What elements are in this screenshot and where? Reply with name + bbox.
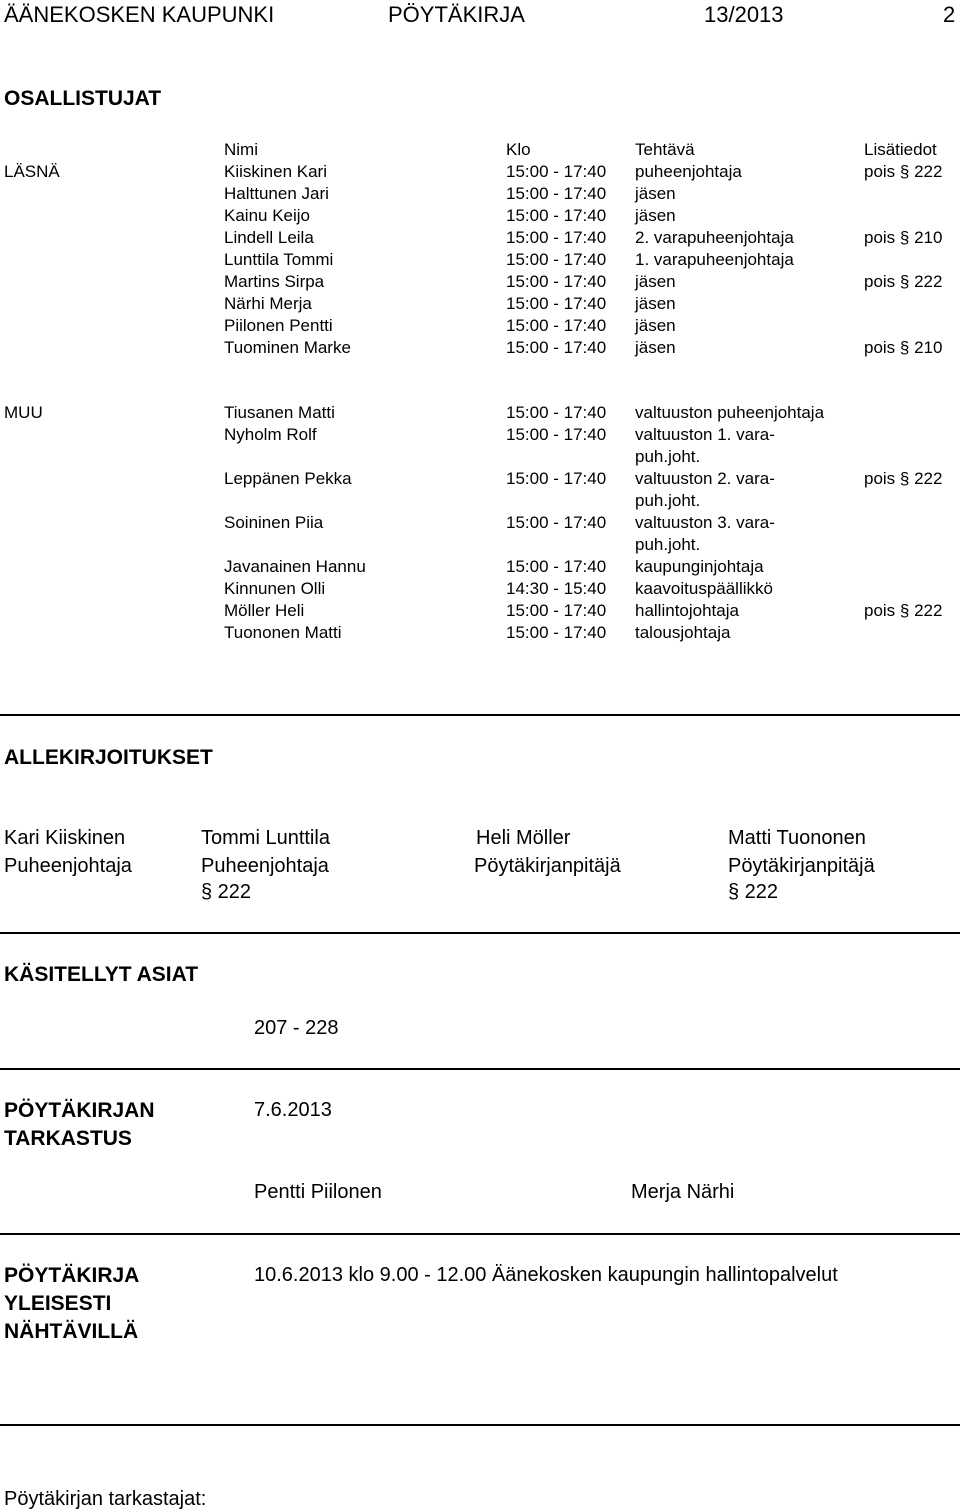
section-divider — [0, 714, 960, 716]
participant-role: kaupunginjohtaja — [635, 557, 764, 576]
signer-title: Puheenjohtaja — [4, 855, 132, 877]
participant-row — [0, 425, 960, 447]
group-label-present: LÄSNÄ — [4, 162, 60, 181]
participant-info: pois § 222 — [864, 162, 943, 181]
participant-name: Nyholm Rolf — [224, 425, 317, 444]
participant-name: Kinnunen Olli — [224, 579, 326, 598]
participant-row-continuation — [0, 447, 960, 469]
signer-title: Puheenjohtaja — [201, 855, 329, 877]
participant-info: pois § 210 — [864, 228, 943, 247]
group-label-other: MUU — [4, 403, 43, 422]
participant-info: pois § 222 — [864, 601, 943, 620]
review-heading-line1: PÖYTÄKIRJAN — [4, 1099, 155, 1122]
participant-role: valtuuston 1. vara- — [635, 425, 775, 444]
participant-role: 2. varapuheenjohtaja — [635, 228, 794, 247]
participant-row — [0, 601, 960, 623]
signer-name: Matti Tuononen — [728, 827, 866, 849]
participant-role: 1. varapuheenjohtaja — [635, 250, 794, 269]
participant-row — [0, 294, 960, 316]
participant-info: pois § 222 — [864, 469, 943, 488]
participant-name: Kainu Keijo — [224, 206, 311, 225]
participant-row — [0, 162, 960, 184]
participant-time: 15:00 - 17:40 — [506, 338, 607, 357]
participant-name: Soininen Piia — [224, 513, 324, 532]
participant-row — [0, 184, 960, 206]
public-display-details: 10.6.2013 klo 9.00 - 12.00 Äänekosken kaupungin hallintopalvelut — [254, 1264, 838, 1286]
participant-name: Kiiskinen Kari — [224, 162, 327, 181]
signer-note: § 222 — [728, 881, 779, 903]
section-divider — [0, 1068, 960, 1070]
participant-time: 15:00 - 17:40 — [506, 184, 607, 203]
participant-role: jäsen — [635, 272, 676, 291]
reviewer-name: Pentti Piilonen — [254, 1181, 382, 1203]
participant-role-continuation: puh.joht. — [635, 535, 701, 554]
participant-time: 15:00 - 17:40 — [506, 272, 607, 291]
participant-name: Piilonen Pentti — [224, 316, 333, 335]
participant-role: valtuuston puheenjohtaja — [635, 403, 825, 422]
participant-name: Närhi Merja — [224, 294, 312, 313]
participant-time: 15:00 - 17:40 — [506, 557, 607, 576]
participant-row — [0, 469, 960, 491]
participant-row — [0, 272, 960, 294]
participant-row — [0, 623, 960, 645]
participant-row-continuation — [0, 491, 960, 513]
participant-time: 15:00 - 17:40 — [506, 316, 607, 335]
participant-time: 15:00 - 17:40 — [506, 228, 607, 247]
column-header-name: Nimi — [224, 140, 258, 159]
column-header-info: Lisätiedot — [864, 140, 937, 159]
signer-note: § 222 — [201, 881, 252, 903]
column-header-role: Tehtävä — [635, 140, 695, 159]
participant-info: pois § 210 — [864, 338, 943, 357]
participant-row — [0, 316, 960, 338]
participant-name: Tuononen Matti — [224, 623, 342, 642]
participant-row — [0, 206, 960, 228]
organization-name: ÄÄNEKOSKEN KAUPUNKI — [4, 2, 275, 27]
participant-name: Leppänen Pekka — [224, 469, 352, 488]
participant-row — [0, 338, 960, 360]
participant-role: talousjohtaja — [635, 623, 731, 642]
participant-role: jäsen — [635, 338, 676, 357]
reviewer-name: Merja Närhi — [631, 1181, 735, 1203]
document-number: 13/2013 — [704, 2, 784, 27]
participant-role: jäsen — [635, 206, 676, 225]
participant-row — [0, 250, 960, 272]
signer-title: Pöytäkirjanpitäjä — [474, 855, 621, 877]
participant-name: Halttunen Jari — [224, 184, 329, 203]
signer-name: Heli Möller — [476, 827, 571, 849]
participant-name: Javanainen Hannu — [224, 557, 366, 576]
participant-time: 15:00 - 17:40 — [506, 206, 607, 225]
public-heading-line2: YLEISESTI — [4, 1292, 112, 1315]
section-divider — [0, 1424, 960, 1426]
reviewers-footer-label: Pöytäkirjan tarkastajat: — [4, 1488, 207, 1510]
participant-time: 15:00 - 17:40 — [506, 469, 607, 488]
public-heading-line3: NÄHTÄVILLÄ — [4, 1320, 139, 1343]
participant-role: kaavoituspäällikkö — [635, 579, 773, 598]
signer-title: Pöytäkirjanpitäjä — [728, 855, 875, 877]
participant-time: 15:00 - 17:40 — [506, 250, 607, 269]
participant-role-continuation: puh.joht. — [635, 447, 701, 466]
participant-name: Martins Sirpa — [224, 272, 325, 291]
participant-role: hallintojohtaja — [635, 601, 739, 620]
page-number: 2 — [943, 2, 956, 27]
section-divider — [0, 932, 960, 934]
review-date: 7.6.2013 — [254, 1099, 332, 1121]
participant-name: Tuominen Marke — [224, 338, 351, 357]
participant-role: jäsen — [635, 184, 676, 203]
participant-time: 15:00 - 17:40 — [506, 601, 607, 620]
participants-heading: OSALLISTUJAT — [4, 87, 162, 110]
participant-info: pois § 222 — [864, 272, 943, 291]
participant-row — [0, 403, 960, 425]
signer-name: Tommi Lunttila — [201, 827, 330, 849]
participant-role: jäsen — [635, 316, 676, 335]
participants-column-headers — [0, 140, 960, 162]
participant-time: 15:00 - 17:40 — [506, 162, 607, 181]
participant-time: 14:30 - 15:40 — [506, 579, 607, 598]
participant-time: 15:00 - 17:40 — [506, 425, 607, 444]
document-type: PÖYTÄKIRJA — [388, 2, 525, 27]
items-range: 207 - 228 — [254, 1017, 339, 1039]
participant-row — [0, 513, 960, 535]
participant-name: Lunttila Tommi — [224, 250, 334, 269]
participant-time: 15:00 - 17:40 — [506, 623, 607, 642]
participant-name: Tiusanen Matti — [224, 403, 335, 422]
review-heading-line2: TARKASTUS — [4, 1127, 132, 1150]
participant-time: 15:00 - 17:40 — [506, 294, 607, 313]
participant-name: Möller Heli — [224, 601, 305, 620]
participant-time: 15:00 - 17:40 — [506, 513, 607, 532]
items-heading: KÄSITELLYT ASIAT — [4, 963, 199, 986]
participant-role: valtuuston 2. vara- — [635, 469, 775, 488]
participant-role: puheenjohtaja — [635, 162, 742, 181]
participant-role: jäsen — [635, 294, 676, 313]
participant-time: 15:00 - 17:40 — [506, 403, 607, 422]
signer-name: Kari Kiiskinen — [4, 827, 126, 849]
public-heading-line1: PÖYTÄKIRJA — [4, 1264, 140, 1287]
signatures-heading: ALLEKIRJOITUKSET — [4, 746, 213, 769]
participant-role: valtuuston 3. vara- — [635, 513, 775, 532]
participant-name: Lindell Leila — [224, 228, 314, 247]
participant-role-continuation: puh.joht. — [635, 491, 701, 510]
column-header-time: Klo — [506, 140, 531, 159]
participant-row — [0, 557, 960, 579]
participant-row — [0, 579, 960, 601]
section-divider — [0, 1233, 960, 1235]
participant-row — [0, 228, 960, 250]
participant-row-continuation — [0, 535, 960, 557]
